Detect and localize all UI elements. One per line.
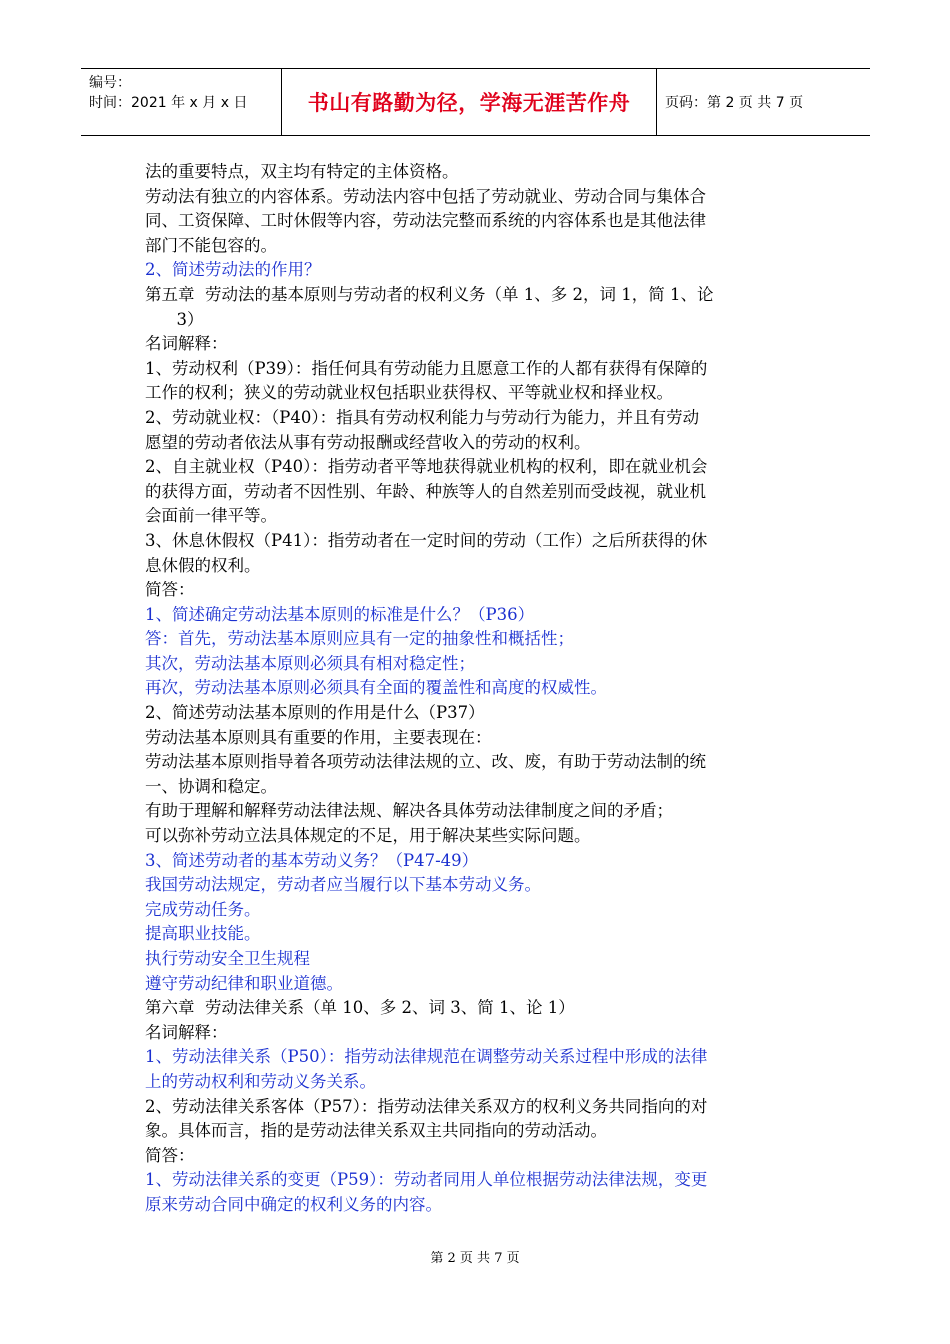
text-line: 名词解释： (145, 1022, 228, 1042)
text-line: 3） (145, 309, 204, 329)
text-line: 其次，劳动法基本原则必须具有相对稳定性； (145, 653, 475, 673)
text-line: 部门不能包容的。 (145, 235, 277, 255)
document-body (145, 160, 810, 1218)
text-line: 1、简述确定劳动法基本原则的标准是什么？（P36） (145, 604, 535, 624)
header-page-info: 页码：第 2 页 共 7 页 (665, 95, 804, 111)
text-line: 上的劳动权利和劳动义务关系。 (145, 1071, 376, 1091)
text-line: 法的重要特点，双主均有特定的主体资格。 (145, 162, 459, 181)
text-line: 劳动法有独立的内容体系。劳动法内容中包括了劳动就业、劳动合同与集体合 (145, 186, 706, 206)
text-line: 息休假的权利。 (145, 555, 261, 575)
text-line: 原来劳动合同中确定的权利义务的内容。 (145, 1194, 442, 1214)
text-line: 一、协调和稳定。 (145, 776, 277, 796)
text-line: 执行劳动安全卫生规程 (145, 949, 310, 968)
text-line: 1、劳动法律关系的变更（P59）：劳动者同用人单位根据劳动法律法规，变更 (145, 1170, 708, 1190)
document-date: 时间：2021 年 x 月 x 日 (89, 95, 248, 111)
page-footer: 第 2 页 共 7 页 (430, 1251, 520, 1266)
header-meta (81, 69, 282, 135)
text-line: 2、简述劳动法的作用？ (145, 260, 321, 280)
text-line: 2、简述劳动法基本原则的作用是什么（P37） (145, 703, 485, 723)
text-line: 完成劳动任务。 (145, 899, 261, 919)
text-line: 可以弥补劳动立法具体规定的不足，用于解决某些实际问题。 (145, 826, 591, 846)
text-line: 第五章 劳动法的基本原则与劳动者的权利义务（单 1、多 2，词 1，简 1、论 (145, 284, 714, 304)
text-line: 遵守劳动纪律和职业道德。 (145, 973, 343, 993)
text-line: 1、劳动法律关系（P50）：指劳动法律规范在调整劳动关系过程中形成的法律 (145, 1047, 708, 1067)
text-line: 3、简述劳动者的基本劳动义务？（P47-49） (145, 850, 479, 870)
text-line: 2、劳动法律关系客体（P57）：指劳动法律关系双方的权利义务共同指向的对 (145, 1096, 708, 1116)
text-line: 名词解释： (145, 334, 228, 354)
text-line: 劳动法基本原则具有重要的作用，主要表现在： (145, 727, 492, 747)
text-line: 工作的权利；狭义的劳动就业权包括职业获得权、平等就业权和择业权。 (145, 383, 673, 403)
text-line: 简答： (145, 580, 195, 600)
text-line: 劳动法基本原则指导着各项劳动法律法规的立、改、废，有助于劳动法制的统 (145, 752, 706, 772)
text-line: 有助于理解和解释劳动法律法规、解决各具体劳动法律制度之间的矛盾； (145, 801, 673, 821)
document-number-label: 编号： (89, 75, 131, 91)
header-motto: 书山有路勤为径，学海无涯苦作舟 (282, 69, 657, 135)
text-line: 愿望的劳动者依法从事有劳动报酬或经营收入的劳动的权利。 (145, 432, 591, 452)
text-line: 2、自主就业权（P40）：指劳动者平等地获得就业机构的权利，即在就业机会 (145, 457, 708, 477)
text-line: 1、劳动权利（P39）：指任何具有劳动能力且愿意工作的人都有获得有保障的 (145, 358, 708, 378)
text-line: 再次，劳动法基本原则必须具有全面的覆盖性和高度的权威性。 (145, 678, 607, 698)
text-line: 会面前一律平等。 (145, 506, 277, 526)
text-line: 答：首先，劳动法基本原则应具有一定的抽象性和概括性； (145, 629, 574, 649)
text-line: 的获得方面，劳动者不因性别、年龄、种族等人的自然差别而受歧视，就业机 (145, 481, 706, 501)
text-line: 提高职业技能。 (145, 924, 261, 944)
text-line: 我国劳动法规定，劳动者应当履行以下基本劳动义务。 (145, 875, 541, 895)
text-line: 同、工资保障、工时休假等内容，劳动法完整而系统的内容体系也是其他法律 (145, 211, 706, 231)
text-line: 简答： (145, 1145, 195, 1165)
text-line: 3、休息休假权（P41）：指劳动者在一定时间的劳动（工作）之后所获得的休 (145, 530, 708, 550)
text-line: 第六章 劳动法律关系（单 10、多 2、词 3、简 1、论 1） (145, 998, 575, 1018)
text-line: 象。具体而言，指的是劳动法律关系双主共同指向的劳动活动。 (145, 1121, 607, 1141)
text-line: 2、劳动就业权：（P40）：指具有劳动权利能力与劳动行为能力，并且有劳动 (145, 407, 700, 427)
page-header (81, 68, 870, 136)
